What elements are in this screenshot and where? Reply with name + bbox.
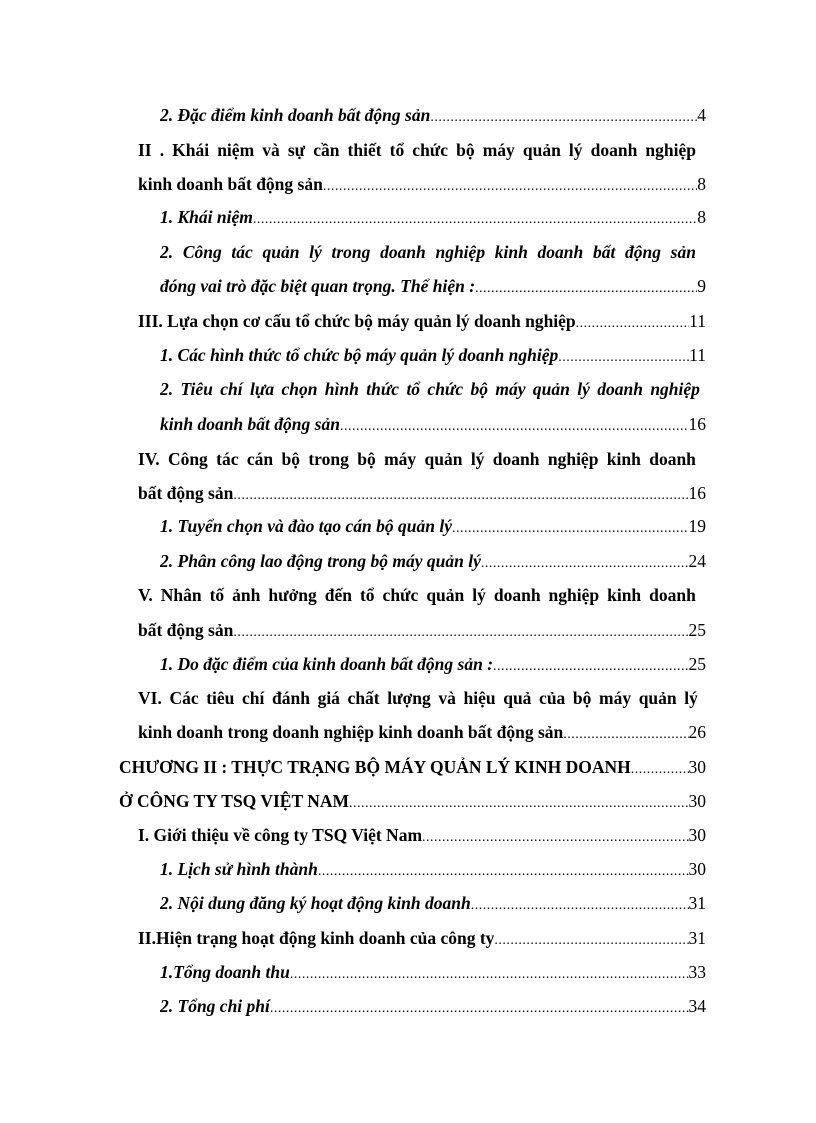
- toc-text: 1.Tổng doanh thu: [160, 962, 290, 982]
- toc-text: bất động sản: [138, 620, 234, 640]
- toc-word: chọn: [281, 379, 318, 399]
- page-number: 33: [688, 962, 706, 982]
- page-number: 16: [688, 414, 706, 434]
- leader-dots: [631, 757, 689, 780]
- toc-entry: [138, 685, 698, 711]
- toc-word: bộ: [456, 140, 475, 160]
- toc-word: doanh: [649, 585, 696, 605]
- page-number: 19: [688, 516, 706, 536]
- toc-entry: [160, 856, 706, 882]
- page-number: 31: [688, 928, 706, 948]
- toc-word: cần: [313, 140, 340, 160]
- toc-entry: [119, 754, 706, 780]
- toc-word: tổ: [406, 379, 421, 399]
- toc-entry: [138, 822, 706, 848]
- toc-word: tác: [216, 449, 239, 469]
- toc-word: tổ: [359, 585, 375, 605]
- toc-entry-cont: [138, 480, 706, 506]
- toc-word: doanh: [537, 242, 584, 262]
- toc-word: kinh: [607, 585, 642, 605]
- toc-word: đến: [324, 585, 352, 605]
- toc-entry: [160, 548, 706, 574]
- toc-word: Tiêu: [180, 379, 213, 399]
- toc-word: .: [159, 140, 165, 160]
- toc-word: niệm: [217, 140, 255, 160]
- toc-word: thiết: [347, 140, 382, 160]
- toc-word: quản: [426, 585, 465, 605]
- toc-word: bộ: [572, 688, 592, 708]
- leader-dots: [563, 722, 688, 745]
- toc-entry-cont: [138, 617, 706, 643]
- page-number: 26: [688, 722, 706, 742]
- toc-text: đóng vai trò đặc biệt quan trọng. Thể hiện :: [160, 276, 476, 296]
- toc-text: 1. Lịch sử hình thành: [160, 859, 318, 879]
- toc-word: tác: [231, 242, 253, 262]
- toc-word: nghiệp: [547, 449, 599, 469]
- toc-text: 2. Đặc điểm kinh doanh bất động sản: [160, 105, 431, 125]
- toc-entry-cont: [138, 171, 706, 197]
- toc-entry: [138, 137, 696, 163]
- toc-entry-cont: [160, 411, 706, 437]
- toc-word: lý: [309, 242, 322, 262]
- toc-word: kinh: [494, 242, 528, 262]
- toc-word: nghiệp: [645, 140, 696, 160]
- toc-entry: [160, 890, 706, 916]
- toc-word: chí: [242, 688, 265, 708]
- leader-dots: [318, 859, 689, 882]
- toc-text: 1. Các hình thức tổ chức bộ máy quản lý doanh nghiệp: [160, 345, 559, 365]
- toc-word: của: [539, 688, 566, 708]
- toc-entry-cont: [160, 273, 706, 299]
- toc-word: lý: [472, 585, 486, 605]
- toc-entry: [160, 204, 706, 230]
- leader-dots: [290, 962, 689, 985]
- toc-word: lượng: [387, 688, 431, 708]
- leader-dots: [481, 551, 689, 574]
- toc-word: trong: [308, 449, 349, 469]
- page-number: 8: [697, 207, 706, 227]
- toc-entry: [138, 308, 706, 334]
- page-number: 11: [689, 345, 706, 365]
- leader-dots: [471, 893, 689, 916]
- toc-word: máy: [599, 688, 632, 708]
- toc-text: 1. Khái niệm: [160, 207, 253, 227]
- toc-word: chức: [427, 379, 464, 399]
- toc-word: doanh: [597, 379, 643, 399]
- page-number: 11: [689, 311, 706, 331]
- toc-word: quản: [522, 140, 561, 160]
- toc-word: doanh: [380, 242, 426, 262]
- toc-word: nghiệp: [650, 379, 700, 399]
- leader-dots: [494, 928, 688, 951]
- toc-word: giá: [317, 688, 340, 708]
- leader-dots: [253, 207, 697, 230]
- page-number: 9: [697, 276, 706, 296]
- toc-word: V.: [138, 585, 153, 605]
- toc-word: tố: [209, 585, 225, 605]
- toc-text: Ở CÔNG TY TSQ VIỆT NAM: [119, 791, 349, 811]
- toc-word: sản: [670, 242, 696, 262]
- toc-word: bất: [592, 242, 616, 262]
- leader-dots: [475, 276, 697, 299]
- toc-word: lý: [577, 379, 590, 399]
- page-number: 24: [688, 551, 706, 571]
- toc-text: III. Lựa chọn cơ cấu tổ chức bộ máy quản lý doanh nghiệp: [138, 311, 576, 331]
- toc-entry: [160, 959, 706, 985]
- toc-text: bất động sản: [138, 483, 234, 503]
- toc-word: và: [438, 688, 456, 708]
- toc-word: quản: [262, 242, 300, 262]
- leader-dots: [576, 311, 689, 334]
- toc-word: chất: [347, 688, 380, 708]
- leader-dots: [430, 105, 697, 128]
- toc-text: 1. Tuyển chọn và đào tạo cán bộ quản lý: [160, 516, 452, 536]
- leader-dots: [233, 620, 688, 643]
- toc-text: 2. Phân công lao động trong bộ máy quản lý: [160, 551, 481, 571]
- toc-word: và: [262, 140, 280, 160]
- toc-word: nghiệp: [548, 585, 600, 605]
- toc-text: Hiện trạng hoạt động kinh doanh của công ty: [156, 928, 495, 948]
- toc-text: kinh doanh bất động sản: [160, 414, 340, 434]
- toc-word: 2.: [160, 379, 174, 399]
- leader-dots: [349, 791, 689, 814]
- page-number: 30: [688, 791, 706, 811]
- toc-entry: [160, 102, 706, 128]
- toc-text: I. Giới thiệu về công ty TSQ Việt Nam: [138, 825, 423, 845]
- toc-word: máy: [384, 449, 417, 469]
- toc-word: II: [138, 140, 152, 160]
- toc-word: thức: [366, 379, 400, 399]
- toc-word: hình: [324, 379, 359, 399]
- leader-dots: [340, 414, 689, 437]
- toc-word: Khái: [172, 140, 210, 160]
- toc-text: kinh doanh bất động sản: [138, 174, 323, 194]
- page-number: 8: [697, 174, 706, 194]
- toc-word: quản: [532, 379, 570, 399]
- toc-word: doanh: [649, 449, 696, 469]
- toc-word: nghiệp: [435, 242, 486, 262]
- toc-word: máy: [482, 140, 515, 160]
- toc-word: máy: [495, 379, 526, 399]
- toc-text: 2. Nội dung đăng ký hoạt động kinh doanh: [160, 893, 471, 913]
- section-numeral: II.: [138, 928, 156, 948]
- leader-dots: [233, 483, 688, 506]
- toc-word: doanh: [492, 449, 540, 469]
- toc-word: Các: [169, 688, 199, 708]
- toc-entry-cont: [138, 719, 706, 745]
- toc-word: quản: [424, 449, 463, 469]
- page-number: 31: [688, 893, 706, 913]
- toc-entry-cont: [119, 788, 706, 814]
- page-number: 16: [688, 483, 706, 503]
- toc-word: lý: [568, 140, 583, 160]
- leader-dots: [493, 654, 688, 677]
- toc-word: cán: [246, 449, 274, 469]
- toc-word: sự: [287, 140, 306, 160]
- toc-text: kinh doanh trong doanh nghiệp kinh doanh bất động sản: [138, 722, 564, 742]
- toc-entry: [138, 446, 696, 472]
- page-number: 4: [697, 105, 706, 125]
- toc-entry: [160, 239, 696, 265]
- toc-text: 1. Do đặc điểm của kinh doanh bất động sản :: [160, 654, 494, 674]
- toc-entry: [138, 925, 706, 951]
- toc-word: Công: [182, 242, 222, 262]
- toc-word: động: [625, 242, 661, 262]
- page-number: 25: [688, 654, 706, 674]
- toc-text: 2. Tổng chi phí: [160, 996, 270, 1016]
- page-number: 34: [688, 996, 706, 1016]
- toc-entry: [160, 376, 700, 402]
- toc-word: lý: [470, 449, 485, 469]
- toc-word: chức: [382, 585, 419, 605]
- toc-word: 2.: [160, 242, 174, 262]
- leader-dots: [558, 345, 689, 368]
- toc-entry: [160, 513, 706, 539]
- toc-word: IV.: [138, 449, 160, 469]
- toc-word: chức: [412, 140, 449, 160]
- toc-word: doanh: [590, 140, 638, 160]
- page-number: 30: [688, 859, 706, 879]
- leader-dots: [270, 996, 689, 1019]
- toc-text: CHƯƠNG II : THỰC TRẠNG BỘ MÁY QUẢN LÝ KINH DOANH: [119, 757, 631, 777]
- toc-word: tiêu: [206, 688, 235, 708]
- toc-word: lý: [684, 688, 698, 708]
- toc-word: quả: [503, 688, 532, 708]
- page-number: 25: [688, 620, 706, 640]
- toc-word: hưởng: [268, 585, 317, 605]
- toc-entry: [138, 582, 696, 608]
- toc-word: trong: [331, 242, 371, 262]
- toc-word: kinh: [606, 449, 641, 469]
- leader-dots: [422, 825, 688, 848]
- leader-dots: [452, 516, 689, 539]
- toc-word: Nhân: [160, 585, 202, 605]
- leader-dots: [323, 174, 697, 197]
- toc-word: bộ: [357, 449, 376, 469]
- toc-entry: [160, 342, 706, 368]
- toc-word: ảnh: [232, 585, 261, 605]
- toc-word: bộ: [281, 449, 300, 469]
- toc-word: doanh: [493, 585, 541, 605]
- toc-word: lựa: [249, 379, 275, 399]
- toc-word: bộ: [470, 379, 489, 399]
- toc-word: chí: [220, 379, 243, 399]
- page-number: 30: [688, 757, 706, 777]
- toc-entry: [160, 651, 706, 677]
- toc-word: quản: [638, 688, 677, 708]
- page-number: 30: [688, 825, 706, 845]
- toc-entry: [160, 993, 706, 1019]
- toc-word: VI.: [138, 688, 162, 708]
- toc-word: đánh: [272, 688, 310, 708]
- toc-word: tổ: [389, 140, 405, 160]
- toc-word: hiệu: [463, 688, 496, 708]
- toc-word: Công: [167, 449, 208, 469]
